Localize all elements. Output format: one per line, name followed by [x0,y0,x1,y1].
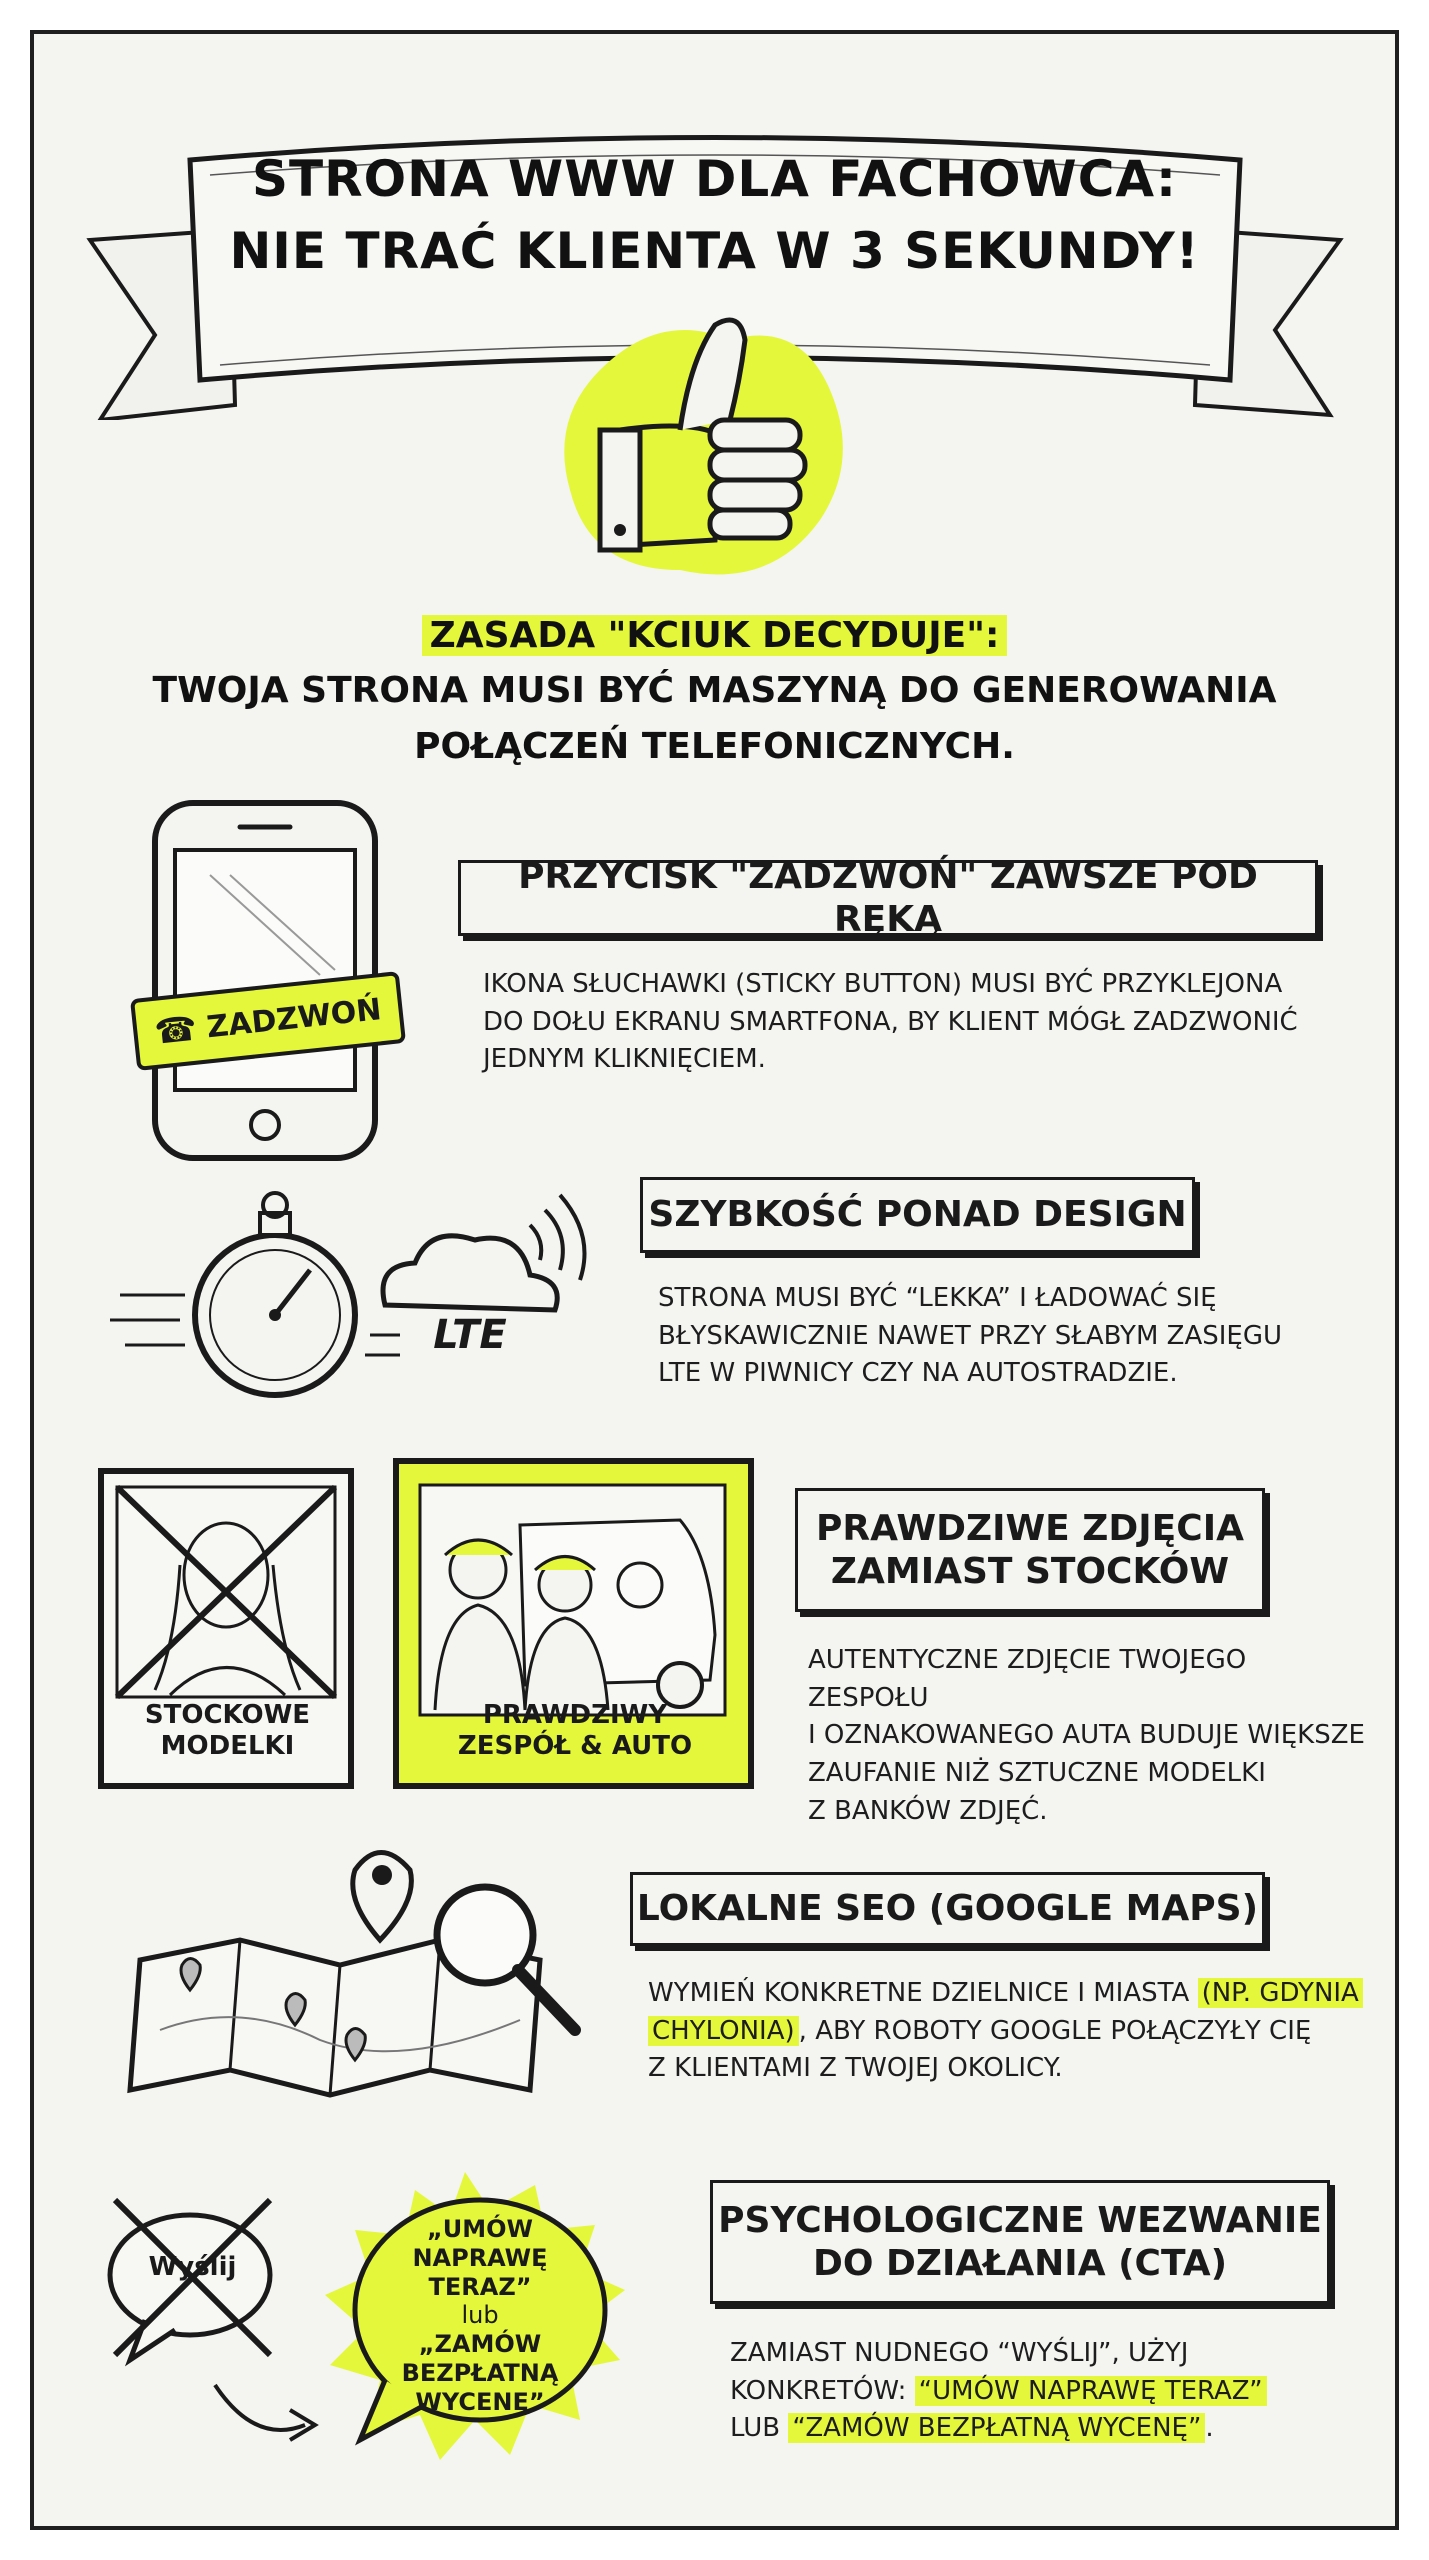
section-desc-cta [730,2335,1370,2448]
rule-line-1: TWOJA STRONA MUSI BYĆ MASZYNĄ DO GENEROWANIA [152,670,1277,711]
real-photo-caption [420,1700,730,1762]
section-desc-seo [648,1975,1368,2088]
section-heading-call: PRZYCISK "ZADZWOŃ" ZAWSZE POD RĘKĄ [458,860,1318,936]
desc-highlight: (NP. GDYNIA [1198,1978,1363,2008]
desc-text: . [1205,2413,1214,2444]
stopwatch-icon [110,1193,355,1395]
bubble-line: NAPRAWĘ TERAZ” [412,2243,548,2301]
section-heading-speed: SZYBKOŚĆ PONAD DESIGN [640,1177,1195,1253]
caption-line: PRAWDZIWY [482,1700,668,1730]
caption-line: MODELKI [160,1731,295,1762]
heading-line: ZAMIAST STOCKÓW [830,1551,1230,1592]
desc-line: I OZNAKOWANEGO AUTA BUDUJE WIĘKSZE [808,1720,1365,1751]
phone-icon: ☎ [152,1008,199,1053]
section-desc-speed [658,1280,1358,1393]
desc-line: DO DOŁU EKRANU SMARTFONA, BY KLIENT MÓGŁ ZADZWONIĆ [483,1006,1298,1037]
desc-line: JEDNYM KLIKNIĘCIEM. [483,1044,766,1075]
heading-line: DO DZIAŁANIA (CTA) [812,2243,1228,2284]
desc-line: IKONA SŁUCHAWKI (STICKY BUTTON) MUSI BYĆ PRZYKLEJONA [483,969,1283,999]
desc-line: LTE W PIWNICY CZY NA AUTOSTRADZIE. [658,1358,1178,1389]
bubble-line: „UMÓW [426,2215,534,2243]
bubble-line: „ZAMÓW BEZPŁATNĄ [401,2330,559,2387]
call-button-label: ZADZWOŃ [205,991,384,1045]
desc-line: ZAUFANIE NIŻ SZTUCZNE MODELKI [808,1758,1266,1789]
heading-line: PRAWDZIWE ZDJĘCIA [816,1507,1244,1549]
section-desc-photos [808,1642,1368,1830]
desc-line: BŁYSKAWICZNIE NAWET PRZY SŁABYM ZASIĘGU [658,1320,1283,1351]
desc-line: ZAMIAST NUDNEGO “WYŚLIJ”, UŻYJ [730,2338,1189,2368]
new-bubble-text [360,2215,600,2417]
desc-highlight: “UMÓW NAPRAWĘ TERAZ” [915,2376,1267,2406]
desc-text: LUB [730,2413,789,2444]
desc-text: WYMIEŃ KONKRETNE DZIELNICE I MIASTA [648,1978,1198,2008]
desc-line: STRONA MUSI BYĆ “LEKKA” I ŁADOWAĆ SIĘ [658,1283,1217,1313]
caption-line: STOCKOWE [144,1700,311,1730]
cloud-label: LTE [433,1312,507,1358]
desc-text: KONKRETÓW: [730,2375,915,2406]
section-desc-call [483,966,1323,1079]
desc-highlight: CHYLONIA) [648,2016,799,2046]
caption-line: ZESPÓŁ & AUTO [457,1731,693,1762]
section-heading-photos [795,1488,1265,1612]
banner-title-line1: STRONA WWW DLA FACHOWCA: [251,150,1178,208]
thumbs-up-icon [540,300,870,590]
banner-title-line2: NIE TRAĆ KLIENTA W 3 SEKUNDY! [229,222,1200,280]
arrow-icon [215,2385,305,2430]
map-magnifier-illustration [120,1830,600,2110]
heading-line: PSYCHOLOGICZNE WEZWANIE [718,2199,1322,2241]
bubble-line: lub [461,2301,499,2330]
rule-title-highlight: ZASADA "KCIUK DECYDUJE": [422,615,1008,656]
desc-text: , ABY ROBOTY GOOGLE POŁĄCZYŁY CIĘ [798,2015,1312,2046]
desc-highlight: “ZAMÓW BEZPŁATNĄ WYCENĘ” [788,2413,1205,2443]
section-heading-cta [710,2180,1330,2304]
stock-photo-caption [110,1700,345,1762]
map-pin-icon [353,1853,412,1941]
rule-line-2: POŁĄCZEŃ TELEFONICZNYCH. [414,726,1015,767]
section-heading-seo: LOKALNE SEO (GOOGLE MAPS) [630,1872,1265,1946]
stopwatch-cloud-illustration [100,1185,610,1415]
old-bubble-label: Wyślij [148,2252,237,2282]
rule-title [0,615,1429,656]
desc-line: Z KLIENTAMI Z TWOJEJ OKOLICY. [648,2053,1063,2084]
desc-line: AUTENTYCZNE ZDJĘCIE TWOJEGO ZESPOŁU [808,1645,1247,1713]
desc-line: Z BANKÓW ZDJĘĆ. [808,1795,1048,1826]
bubble-line: WYCENĘ” [415,2387,545,2416]
